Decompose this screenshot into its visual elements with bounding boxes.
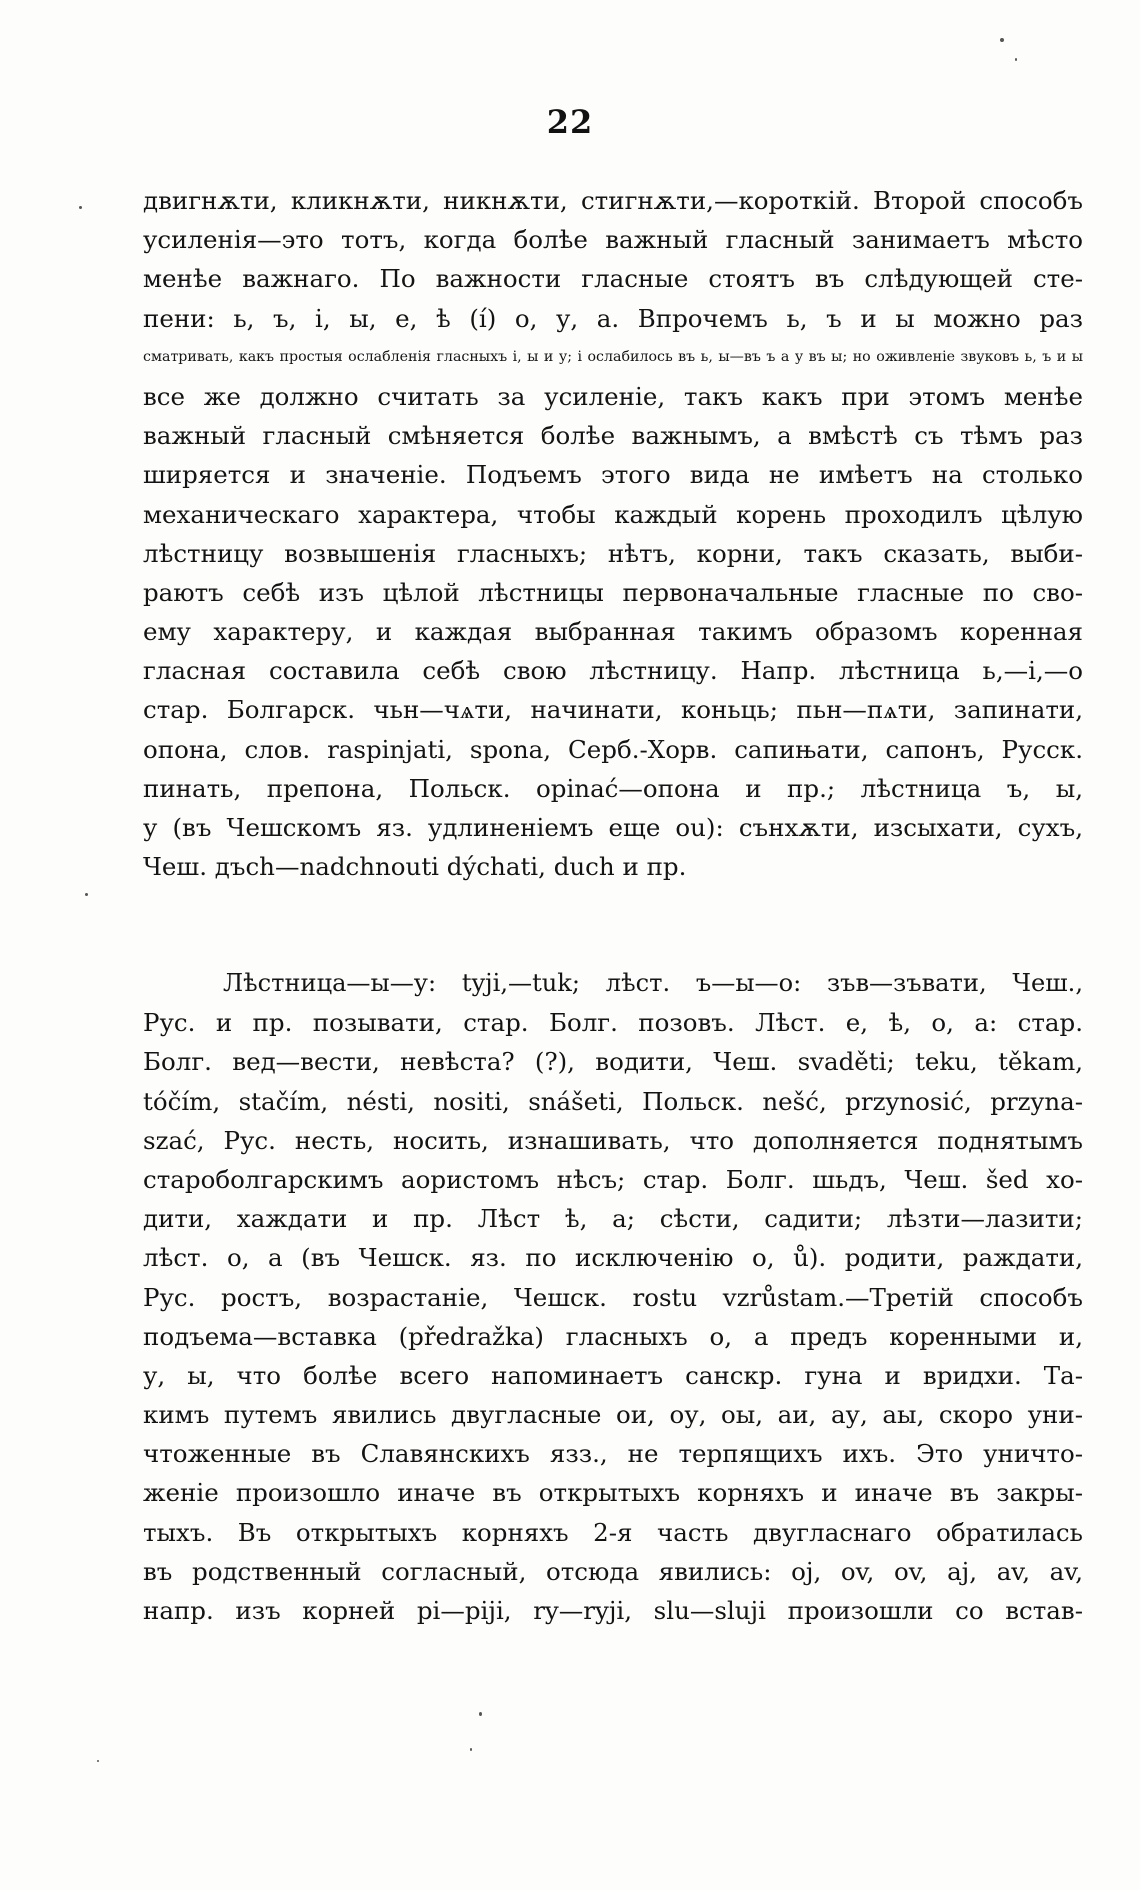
text-line: усиленія—это тотъ, когда болѣе важный гласный занимаетъ мѣсто — [143, 225, 1083, 255]
text-line: пинать, препона, Польск. opinać—опона и пр.; лѣстница ъ, ы, — [143, 773, 1083, 803]
scan-speck — [1015, 58, 1017, 61]
paragraph-2 — [143, 964, 1083, 1630]
paragraph-1 — [143, 181, 1083, 886]
text-line: Лѣстница—ы—у: tyji,—tuk; лѣст. ъ—ы—о: зъв—зъвати, Чеш., — [223, 969, 1083, 997]
text-line: въ родственный согласный, отсюда явились: oj, ov, ov, aj, av, av, — [143, 1556, 1083, 1586]
scan-speck — [85, 893, 88, 896]
text-line: Болг. вед—вести, невѣста? (?), водити, Чеш. svaděti; teku, těkam, — [143, 1047, 1083, 1077]
text-line: Рус. ростъ, возрастаніе, Чешск. rostu vzrůstam.—Третій способъ — [143, 1282, 1083, 1312]
text-line: гласная составила себѣ свою лѣстницу. Напр. лѣстница ь,—і,—о — [143, 656, 1083, 686]
text-line: сматривать, какъ простыя ослабленія гласныхъ і, ы и у; і ослабилось въ ь, ы—въ ъ а у въ ы; но оживленіе звуковъ ь, ъ и ы — [143, 348, 1083, 365]
text-line: лѣст. о, а (въ Чешск. яз. по исключенію о, ů). родити, раждати, — [143, 1243, 1083, 1273]
text-line: лѣстницу возвышенія гласныхъ; нѣтъ, корни, такъ сказать, выби- — [143, 538, 1083, 568]
text-line: опона, слов. raspinjati, spona, Серб.-Хорв. сапињати, сапонъ, Русск. — [143, 734, 1083, 764]
text-line: у (въ Чешскомъ яз. удлиненіемъ еще ou): сънхѫти, изсыхати, сухъ, — [143, 813, 1083, 842]
text-line: раютъ себѣ изъ цѣлой лѣстницы первоначальные гласные по сво- — [143, 577, 1083, 607]
text-line: механическаго характера, чтобы каждый корень проходилъ цѣлую — [143, 499, 1083, 529]
text-line: подъема—вставка (předražka) гласныхъ о, а предъ коренными и, — [143, 1321, 1083, 1351]
text-line: двигнѫти, кликнѫти, никнѫти, стигнѫти,—короткій. Второй способъ — [143, 186, 1083, 215]
text-line: стар. Болгарск. чьн—чѧти, начинати, коньць; пьн—пѧти, запинати, — [143, 695, 1083, 725]
text-line: tóčím, stačím, nésti, nositi, snášeti, Польск. nešć, przynosić, przyna- — [143, 1086, 1083, 1116]
text-line: тыхъ. Въ открытыхъ корняхъ 2-я часть двугласнаго обратилась — [143, 1517, 1083, 1547]
text-line: пени: ь, ъ, і, ы, е, ѣ (í) о, у, а. Впрочемъ ь, ъ и ы можно раз — [143, 303, 1083, 333]
scan-speck — [479, 1712, 482, 1716]
text-line: ширяется и значеніе. Подъемъ этого вида не имѣетъ на столько — [143, 460, 1083, 490]
text-line: напр. изъ корней pi—piji, ry—ryji, slu—sluji произошли со встав- — [143, 1596, 1083, 1625]
page-number: 22 — [546, 103, 594, 141]
text-line: менѣе важнаго. По важности гласные стоятъ въ слѣдующей сте- — [143, 264, 1083, 294]
scan-speck — [470, 1748, 472, 1751]
text-line: важный гласный смѣняется болѣе важнымъ, а вмѣстѣ съ тѣмъ раз — [143, 421, 1083, 451]
text-line: szać, Рус. несть, носить, изнашивать, что дополняется поднятымъ — [143, 1125, 1083, 1155]
text-line: Чеш. дъch—nadchnouti dýchati, duch и пр. — [143, 852, 687, 882]
scan-speck — [79, 206, 82, 209]
text-line: чтоженные въ Славянскихъ язз., не терпящихъ ихъ. Это уничто- — [143, 1439, 1083, 1469]
text-line: староболгарскимъ аористомъ нѣсъ; стар. Болг. шьдъ, Чеш. šed хо- — [143, 1164, 1083, 1194]
text-line: кимъ путемъ явились двугласные ои, оу, оы, аи, ау, аы, скоро уни- — [143, 1400, 1083, 1430]
text-line: у, ы, что болѣе всего напоминаетъ санскр. гуна и вридхи. Та- — [143, 1360, 1083, 1390]
scan-speck — [1000, 38, 1004, 42]
text-line: дити, хаждати и пр. Лѣст ѣ, а; сѣсти, садити; лѣзти—лазити; — [143, 1204, 1083, 1234]
scan-speck — [97, 1760, 99, 1762]
text-line: ему характеру, и каждая выбранная такимъ образомъ коренная — [143, 617, 1083, 647]
text-line: женіе произошло иначе въ открытыхъ корняхъ и иначе въ закры- — [143, 1478, 1083, 1508]
text-line: Рус. и пр. позывати, стар. Болг. позовъ. Лѣст. е, ѣ, о, а: стар. — [143, 1008, 1083, 1038]
text-line: все же должно считать за усиленіе, такъ какъ при этомъ менѣе — [143, 381, 1083, 411]
